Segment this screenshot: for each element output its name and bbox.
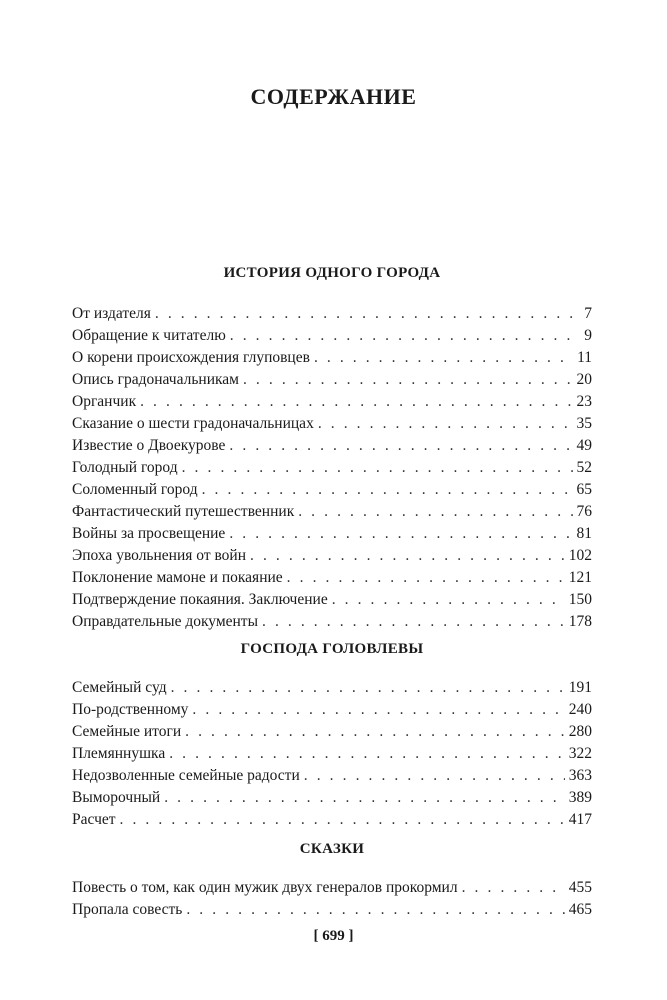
- entry-title: Опись градоначальникам: [72, 371, 239, 388]
- entry-page-number: 322: [568, 745, 592, 762]
- entry-title: Семейный суд: [72, 679, 167, 696]
- entry-title: От издателя: [72, 305, 151, 322]
- entry-page-number: 389: [568, 789, 592, 806]
- toc-entry: [72, 721, 592, 743]
- toc-entry: [72, 501, 592, 523]
- entry-page-number: 363: [568, 767, 592, 784]
- entry-title: Повесть о том, как один мужик двух генералов прокормил: [72, 879, 458, 896]
- toc-entry: [72, 589, 592, 611]
- toc-entry: [72, 479, 592, 501]
- entry-page-number: 417: [568, 811, 592, 828]
- entry-title: Обращение к читателю: [72, 327, 226, 344]
- toc-entry: [72, 303, 592, 325]
- entry-title: Семейные итоги: [72, 723, 182, 740]
- entry-page-number: 150: [568, 591, 592, 608]
- entry-title: Племяннушка: [72, 745, 166, 762]
- toc-section-history: [72, 262, 592, 633]
- dot-leader: [229, 435, 572, 457]
- entry-page-number: 9: [584, 327, 592, 344]
- entry-title: Известие о Двоекурове: [72, 437, 226, 454]
- toc-entry: [72, 435, 592, 457]
- entry-page-number: 178: [568, 613, 592, 630]
- toc-entry: [72, 787, 592, 809]
- toc-entry: [72, 699, 592, 721]
- toc-entry: [72, 457, 592, 479]
- entry-title: Войны за просвещение: [72, 525, 226, 542]
- entry-page-number: 35: [576, 415, 592, 432]
- entry-page-number: 81: [576, 525, 592, 542]
- dot-leader: [229, 523, 572, 545]
- entry-title: Подтверждение покаяния. Заключение: [72, 591, 328, 608]
- entry-page-number: 11: [577, 349, 592, 366]
- entry-page-number: 240: [568, 701, 592, 718]
- toc-section-tales: [72, 838, 592, 921]
- entry-page-number: 65: [576, 481, 592, 498]
- section-heading: ИСТОРИЯ ОДНОГО ГОРОДА: [223, 265, 441, 281]
- entry-title: Органчик: [72, 393, 137, 410]
- dot-leader: [155, 303, 580, 325]
- page-title: СОДЕРЖАНИЕ: [250, 84, 417, 109]
- entry-page-number: 49: [576, 437, 592, 454]
- section-heading: ГОСПОДА ГОЛОВЛЕВЫ: [240, 641, 424, 657]
- toc-entry: [72, 809, 592, 831]
- entry-title: Соломенный город: [72, 481, 198, 498]
- entry-page-number: 191: [568, 679, 592, 696]
- entry-page-number: 23: [576, 393, 592, 410]
- dot-leader: [287, 567, 565, 589]
- dot-leader: [318, 413, 573, 435]
- entry-page-number: 102: [568, 547, 592, 564]
- toc-entry: [72, 877, 592, 899]
- toc-entry: [72, 765, 592, 787]
- dot-leader: [186, 899, 564, 921]
- entry-title: Выморочный: [72, 789, 161, 806]
- entry-page-number: 280: [568, 723, 592, 740]
- entry-page-number: 76: [576, 503, 592, 520]
- dot-leader: [230, 325, 580, 347]
- entry-page-number: 7: [584, 305, 592, 322]
- dot-leader: [298, 501, 572, 523]
- page-number: [ 699 ]: [313, 928, 354, 944]
- dot-leader: [140, 391, 572, 413]
- entry-page-number: 20: [576, 371, 592, 388]
- entry-page-number: 465: [568, 901, 592, 918]
- dot-leader: [192, 699, 564, 721]
- dot-leader: [169, 743, 565, 765]
- toc-entry: [72, 347, 592, 369]
- dot-leader: [182, 457, 573, 479]
- dot-leader: [185, 721, 565, 743]
- toc-entry: [72, 611, 592, 633]
- entry-page-number: 121: [568, 569, 592, 586]
- entry-title: Расчет: [72, 811, 116, 828]
- section-heading: СКАЗКИ: [299, 841, 365, 857]
- entry-title: Эпоха увольнения от войн: [72, 547, 247, 564]
- toc-entry: [72, 743, 592, 765]
- dot-leader: [243, 369, 573, 391]
- dot-leader: [120, 809, 565, 831]
- dot-leader: [250, 545, 565, 567]
- entry-title: Оправдательные документы: [72, 613, 258, 630]
- toc-entry: [72, 523, 592, 545]
- entry-title: Голодный город: [72, 459, 178, 476]
- entry-title: Пропала совесть: [72, 901, 183, 918]
- entry-page-number: 52: [576, 459, 592, 476]
- dot-leader: [202, 479, 573, 501]
- entry-title: Недозволенные семейные радости: [72, 767, 300, 784]
- dot-leader: [332, 589, 565, 611]
- toc-entry: [72, 899, 592, 921]
- toc-entry: [72, 413, 592, 435]
- toc-entry: [72, 391, 592, 413]
- entry-page-number: 455: [568, 879, 592, 896]
- entry-title: Фантастический путешественник: [72, 503, 295, 520]
- toc-entry: [72, 369, 592, 391]
- entry-title: Поклонение мамоне и покаяние: [72, 569, 283, 586]
- toc-section-golovlevs: [72, 638, 592, 831]
- entry-title: О корени происхождения глуповцев: [72, 349, 310, 366]
- dot-leader: [164, 787, 565, 809]
- toc-entry: [72, 567, 592, 589]
- dot-leader: [304, 765, 565, 787]
- dot-leader: [262, 611, 565, 633]
- toc-entry: [72, 325, 592, 347]
- toc-entry: [72, 677, 592, 699]
- dot-leader: [462, 877, 565, 899]
- entry-title: Сказание о шести градоначальницах: [72, 415, 314, 432]
- toc-entry: [72, 545, 592, 567]
- dot-leader: [314, 347, 573, 369]
- dot-leader: [171, 677, 565, 699]
- entry-title: По-родственному: [72, 701, 189, 718]
